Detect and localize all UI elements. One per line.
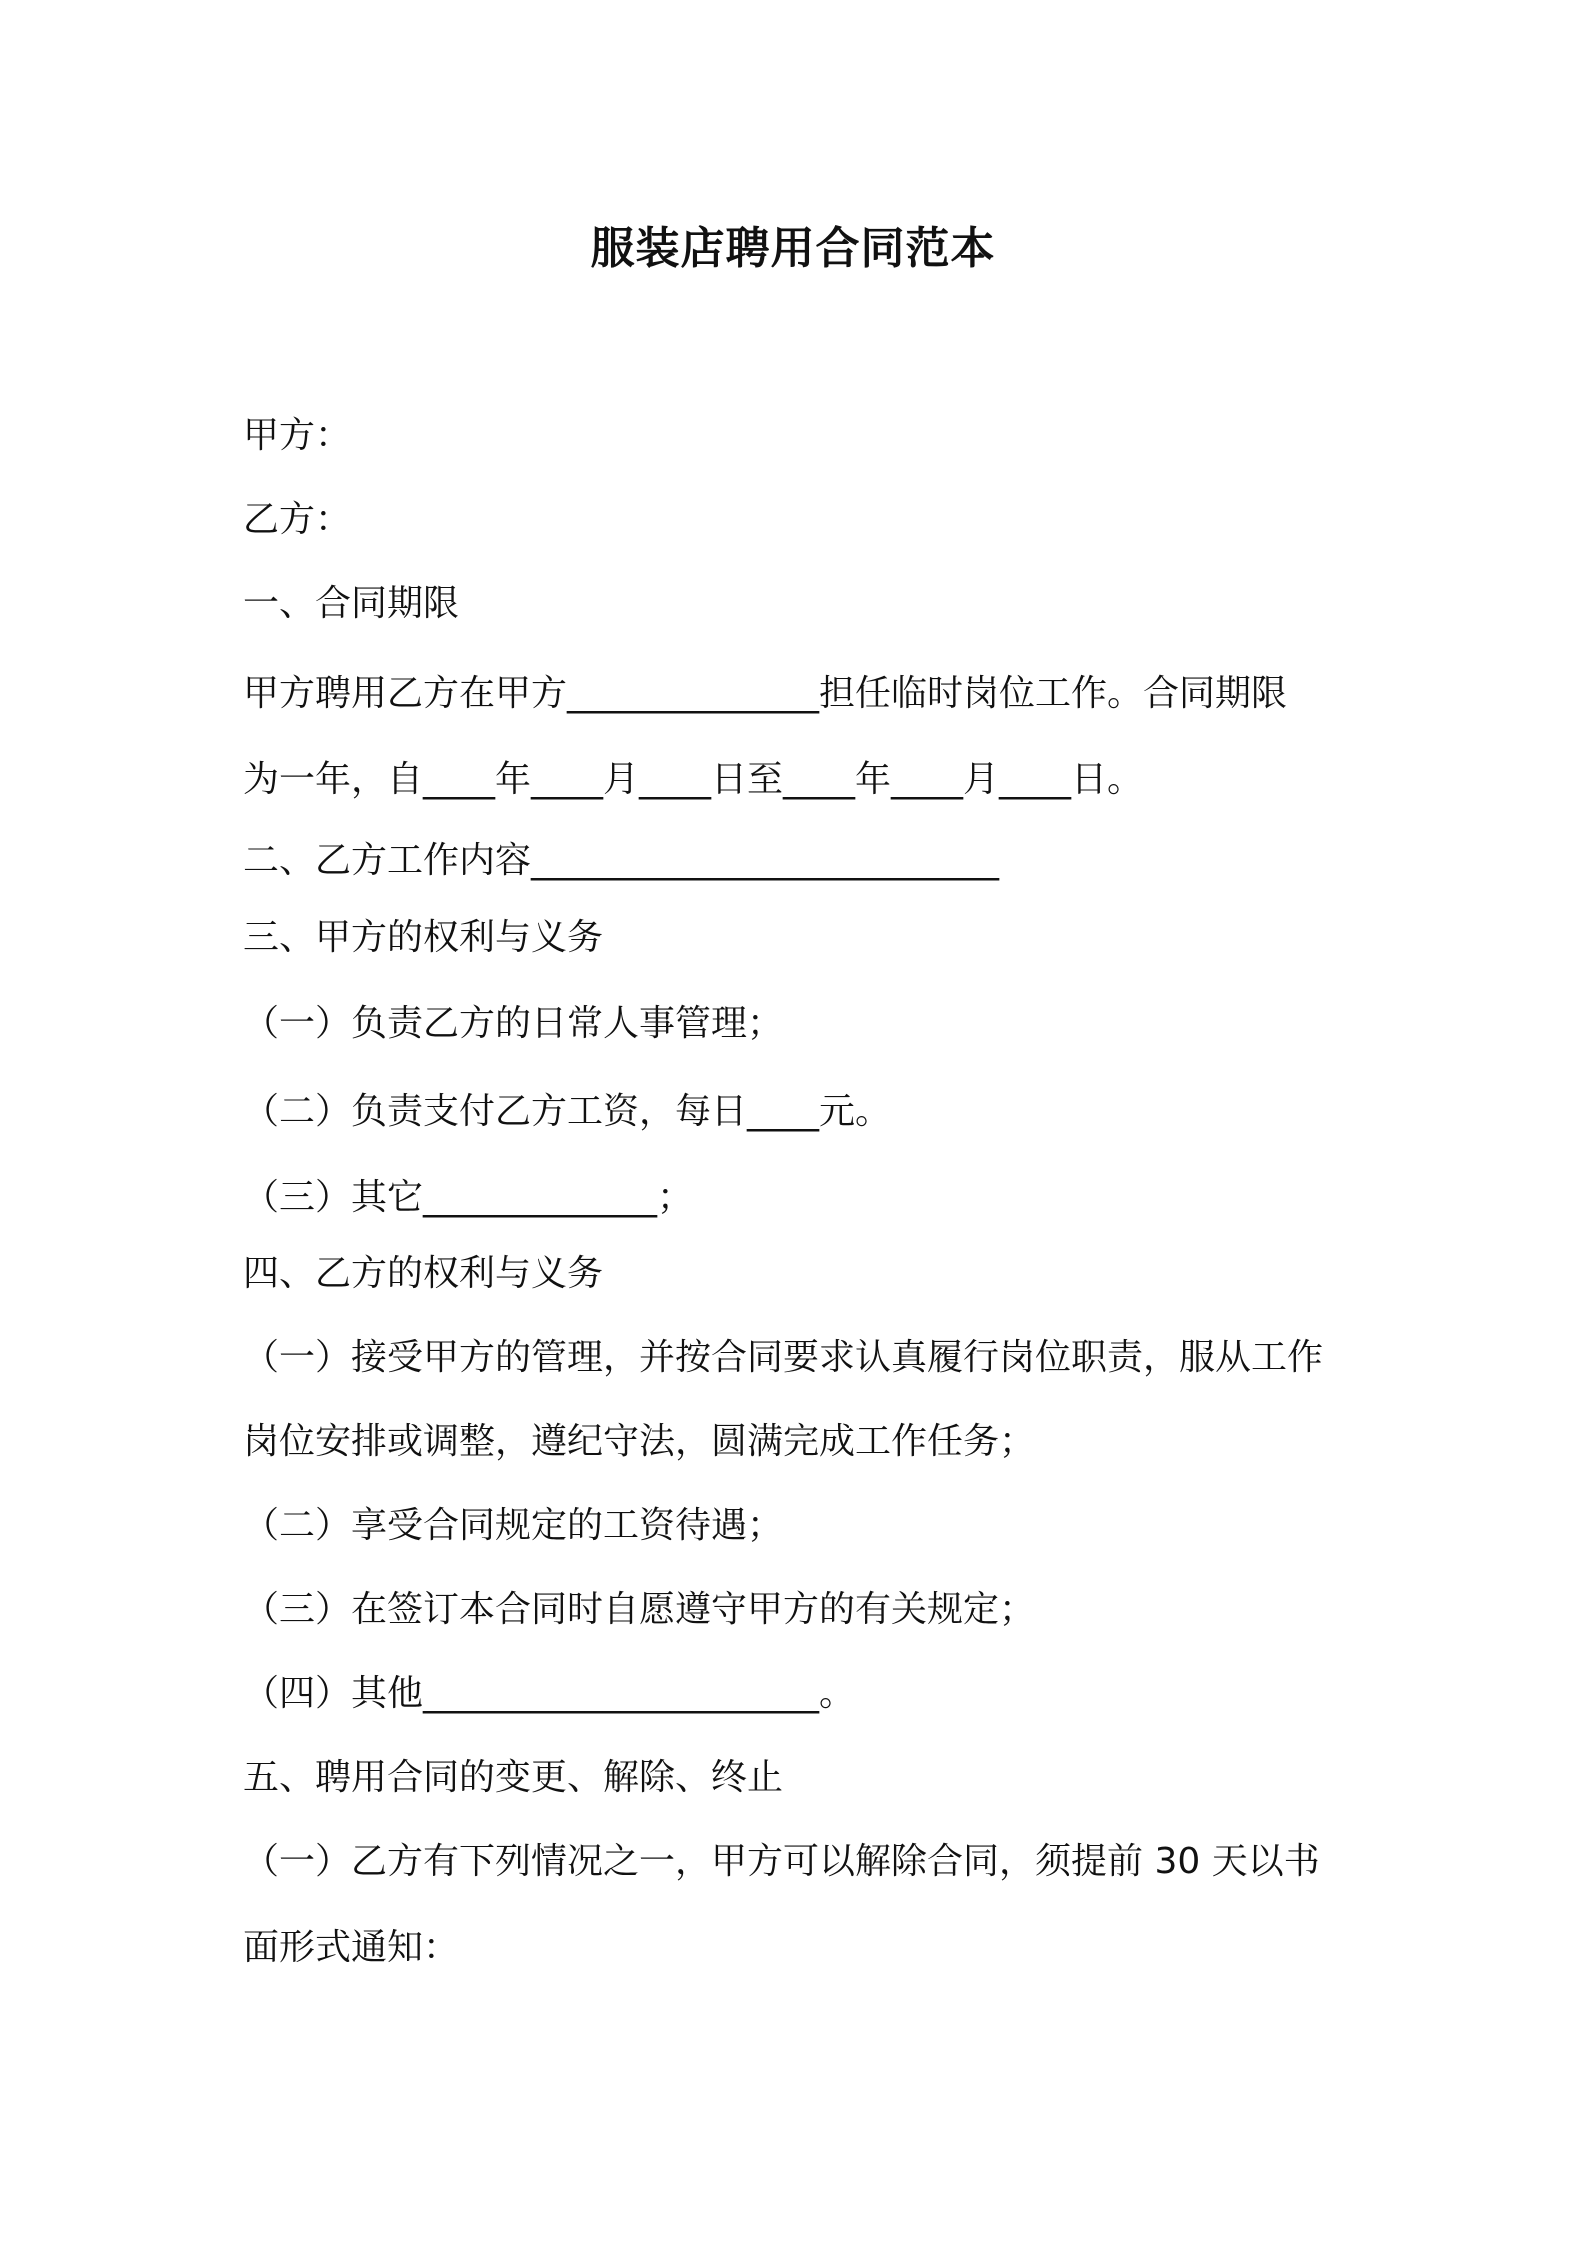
section-5-heading: 五、聘用合同的变更、解除、终止 <box>243 1757 784 1798</box>
section-4-item-3: （三）在签订本合同时自愿遵守甲方的有关规定； <box>243 1589 1036 1630</box>
section-1-text-line-1: 甲方聘用乙方在甲方______________担任临时岗位工作。合同期限 <box>243 673 1288 714</box>
section-4-item-1-line-1: （一）接受甲方的管理，并按合同要求认真履行岗位职责，服从工作 <box>243 1337 1324 1378</box>
section-3-item-1: （一）负责乙方的日常人事管理； <box>243 1003 784 1044</box>
section-5-item-1-line-2: 面形式通知： <box>243 1927 460 1968</box>
section-4-heading: 四、乙方的权利与义务 <box>243 1253 604 1294</box>
section-1-heading: 一、合同期限 <box>243 583 460 624</box>
party-a-line: 甲方： <box>243 415 352 456</box>
section-3-item-2: （二）负责支付乙方工资，每日____元。 <box>243 1091 892 1132</box>
party-b-line: 乙方： <box>243 499 352 540</box>
section-5-item-1-line-1: （一）乙方有下列情况之一，甲方可以解除合同，须提前 30 天以书 <box>243 1841 1320 1882</box>
section-3-item-3: （三）其它_____________； <box>243 1177 694 1218</box>
section-4-item-4: （四）其他______________________。 <box>243 1673 856 1714</box>
section-3-heading: 三、甲方的权利与义务 <box>243 917 604 958</box>
section-2-heading: 二、乙方工作内容__________________________ <box>243 840 1000 881</box>
document-title: 服装店聘用合同范本 <box>590 223 996 274</box>
section-4-item-1-line-2: 岗位安排或调整，遵纪守法，圆满完成工作任务； <box>243 1421 1036 1462</box>
section-1-text-line-2: 为一年，自____年____月____日至____年____月____日。 <box>243 759 1144 800</box>
section-4-item-2: （二）享受合同规定的工资待遇； <box>243 1505 784 1546</box>
